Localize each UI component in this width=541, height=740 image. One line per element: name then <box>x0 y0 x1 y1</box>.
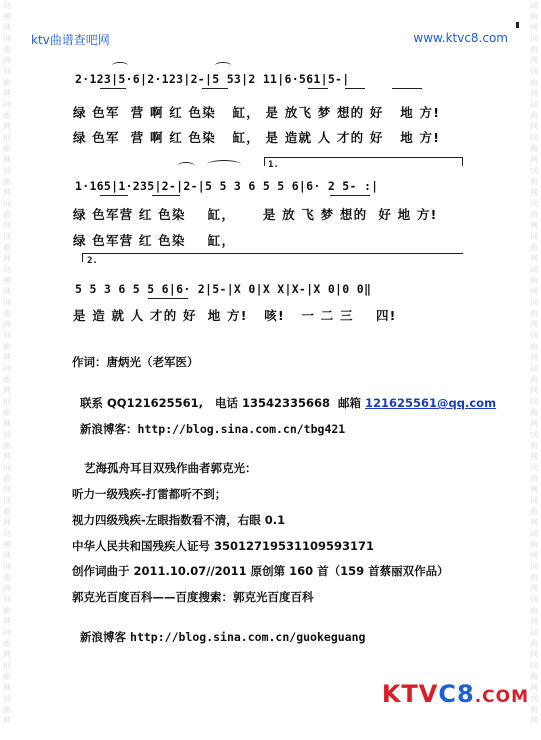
beam <box>152 195 180 196</box>
lyric-row-2-verse-1: 绿 色军营 红 色染 缸， 是 放 飞 梦 想的 好 地 方! <box>73 207 438 222</box>
beam <box>202 88 228 89</box>
disability-id-line: 中华人民共和国残疾人证号 35012719531109593171 <box>72 539 375 553</box>
hearing-line: 听力一级残疾-打雷都听不到； <box>72 487 227 501</box>
site-url-header: www.ktvc8.com <box>413 31 508 45</box>
lyricist-credit: 作词：唐炳光（老军医） <box>72 355 199 369</box>
beam <box>100 88 126 89</box>
beam <box>100 195 128 196</box>
blog-url-2[interactable]: http://blog.sina.com.cn/guokeguang <box>130 630 366 644</box>
notation-row-2: 1·165|1·235|2-|2-|5 5 3 6 5 5 6|6· 2 5- :| <box>75 179 379 193</box>
slur <box>178 162 194 169</box>
vision-line: 视力四级残疾-左眼指数看不清，右眼 0.1 <box>72 513 286 527</box>
blog-line-2 <box>72 615 365 645</box>
date-line: 创作词曲于 2011.10.07//2011 原创第 160 首（159 首蔡丽双作品） <box>72 564 449 578</box>
beam <box>345 88 365 89</box>
volta-number-2: 2. <box>87 256 98 266</box>
volta-bracket-2 <box>82 253 463 262</box>
slur <box>112 62 128 69</box>
slur <box>215 62 231 69</box>
lyric-row-1-verse-1: 绿 色军 营 啊 红 色染 缸， 是 放飞 梦 想的 好 地 方! <box>73 105 441 120</box>
baike-line: 郭克光百度百科——百度搜索：郭克光百度百科 <box>72 590 314 604</box>
notation-row-3: 5 5 3 6 5 5 6|6· 2|5-|X 0|X X|X-|X 0|0 0‖ <box>75 282 372 296</box>
email-link[interactable]: 121625561@qq.com <box>365 396 497 410</box>
notation-row-1: 2·123|5·6|2·123|2-|5 53|2 11|6·561|5-| <box>75 72 350 86</box>
beam <box>392 88 422 89</box>
beam <box>330 195 370 196</box>
watermark-column-left: 词 曲 网 词 曲 网 词 曲 网 词 曲 网 词 曲 网 词 曲 网 词 曲 网 词 曲 网 词 曲 网 词 曲 网 词 曲 网 词 曲 网 词 曲 网 词 曲 网 词 曲 网 词 曲 网 词 曲 网 词 曲 网 词 曲 网 词 曲 网 词 曲 网 词 曲 网 <box>3 1 11 725</box>
beam <box>148 298 188 299</box>
volta-number-1: 1. <box>268 160 279 170</box>
volta-bracket-1 <box>264 157 463 166</box>
composer-title: 艺海孤舟耳目双残作曲者郭克光： <box>84 461 257 475</box>
lyric-row-1-verse-2: 绿 色军 营 啊 红 色染 缸， 是 造就 人 才的 好 地 方! <box>73 130 441 145</box>
lyric-row-2-verse-2: 绿 色军营 红 色染 缸， <box>73 233 236 248</box>
blog-label-2: 新浪博客 <box>80 630 131 644</box>
lyric-row-3: 是 造 就 人 才的 好 地 方! 咳! 一 二 三 四! <box>73 308 397 323</box>
blog-label: 新浪博客： <box>80 422 138 436</box>
slur <box>207 160 241 169</box>
ktvc8-logo: KTVC8.COM <box>381 680 529 708</box>
blog-url-1[interactable]: http://blog.sina.com.cn/tbg421 <box>137 422 346 436</box>
site-name-header: ktv曲谱查吧网 <box>31 33 110 47</box>
watermark-column-right: 词 曲 网 词 曲 网 词 曲 网 词 曲 网 词 曲 网 词 曲 网 词 曲 网 词 曲 网 词 曲 网 词 曲 网 词 曲 网 词 曲 网 词 曲 网 词 曲 网 词 曲 网 词 曲 网 词 曲 网 词 曲 网 词 曲 网 词 曲 网 词 曲 网 词 曲 网 <box>530 1 538 725</box>
corner-mark <box>516 22 519 28</box>
beam <box>308 88 328 89</box>
blog-line-1 <box>72 407 345 437</box>
contact-text: 联系 QQ121625561, 电话 13542335668 邮箱 <box>80 396 365 410</box>
